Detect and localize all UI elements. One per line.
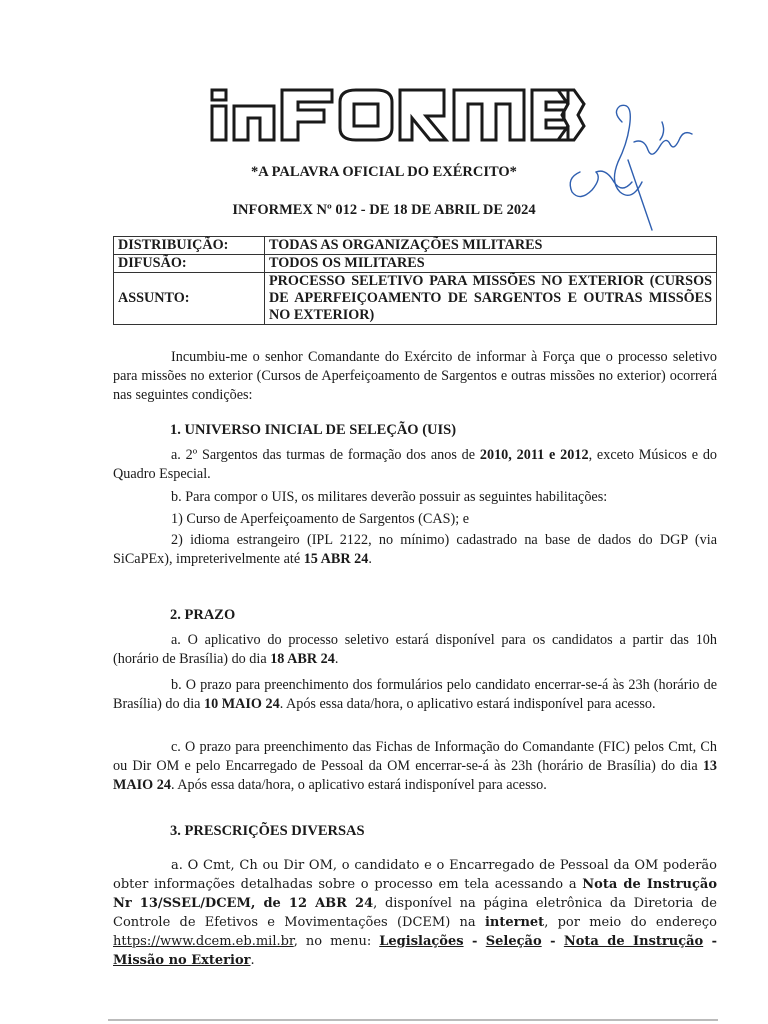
section2-item-c [113,738,717,795]
separator: - [463,934,486,949]
page-bottom-rule [108,1019,718,1021]
text: a. O aplicativo do processo seletivo estará disponível para os candidatos a partir das 10h (horário de Brasília) do dia [113,632,717,667]
text: . [368,551,372,567]
text: . [250,953,255,968]
section2-item-a [113,631,717,669]
date: 13 MAIO 24 [113,758,717,793]
menu-selecao-link[interactable]: Seleção [485,934,542,949]
distribution-label: DISTRIBUIÇÃO: [114,237,265,255]
intro-paragraph: Incumbiu-me o senhor Comandante do Exército de informar à Força que o processo seletivo para missões no exterior (Cursos de Aperfeiçoamento de Sargentos e outras missões no exterior) ocorrerá nas seguintes condições: [113,349,717,403]
menu-legislacoes-link[interactable]: Legislações [379,934,464,949]
table-row [114,237,717,255]
text: a. 2º Sargentos das turmas de formação dos anos de [171,447,480,463]
section1-item-b: b. Para compor o UIS, os militares deverão possuir as seguintes habilitações: [171,489,608,505]
subject-label: ASSUNTO: [114,273,265,325]
text: b. O prazo para preenchimento dos formulários pelo candidato encerrar-se-á às 23h (horário de Brasília) do dia [113,677,717,712]
diffusion-value: TODOS OS MILITARES [265,255,717,273]
dcem-link[interactable]: https://www.dcem.eb.mil.br [113,934,294,949]
years: 2010, 2011 e 2012 [479,447,589,463]
text: 2) idioma estrangeiro (IPL 2122, no mínimo) cadastrado na base de dados do DGP (via SiCaPEx), impreterivelmente até [113,532,717,567]
header-info-table [113,236,717,325]
section1-item-a [113,446,717,484]
instruction-note: Nota de Instrução Nr 13/SSEL/DCEM, de 12 ABR 24 [113,877,718,911]
section2-title: 2. PRAZO [170,607,236,623]
motto: *A PALAVRA OFICIAL DO EXÉRCITO* [251,164,517,180]
text: . [334,651,339,667]
text: a. O Cmt, Ch ou Dir OM, o candidato e o Encarregado de Pessoal da OM poderão obter informações detalhadas sobre o processo em tela acessando a [113,858,717,892]
date: 18 ABR 24 [270,651,335,667]
text: c. O prazo para preenchimento das Fichas de Informação do Comandante (FIC) pelos Cmt, Ch ou Dir OM e pelo Encarregado de Pessoal da OM encerrar-se-á às 23h (horário de Brasília) do dia [113,739,717,774]
table-row [114,273,717,325]
text: . Após essa data/hora, o aplicativo estará indisponível para acesso. [279,696,656,712]
section1-title: 1. UNIVERSO INICIAL DE SELEÇÃO (UIS) [170,422,457,438]
menu-missao-exterior-link[interactable]: Missão no Exterior [113,953,251,968]
text: , disponível na página eletrônica da Diretoria de Controle de Efetivos e Movimentações (DCEM) na [113,896,717,930]
separator: - [541,934,564,949]
menu-nota-instrucao-link[interactable]: Nota de Instrução [563,934,704,949]
text: , no menu: [293,934,380,949]
section3-item-a [113,856,717,970]
text: , exceto Músicos e do Quadro Especial. [113,447,718,482]
section1-item-b1: 1) Curso de Aperfeiçoamento de Sargentos (CAS); e [171,511,469,527]
date: 15 ABR 24 [303,551,369,567]
distribution-value: TODAS AS ORGANIZAÇÕES MILITARES [265,237,717,255]
text: , por meio do endereço [544,915,717,930]
internet-word: internet [484,915,545,930]
section3-title: 3. PRESCRIÇÕES DIVERSAS [170,823,365,839]
text: . Após essa data/hora, o aplicativo estará indisponível para acesso. [170,777,547,793]
separator: - [703,934,718,949]
section1-item-b2 [113,531,717,569]
issue-line: INFORMEX Nº 012 - DE 18 DE ABRIL DE 2024 [232,202,536,218]
table-row [114,255,717,273]
section2-item-b [113,676,717,714]
informex-logo [208,86,588,144]
date: 10 MAIO 24 [204,696,280,712]
subject-value: PROCESSO SELETIVO PARA MISSÕES NO EXTERIOR (CURSOS DE APERFEIÇOAMENTO DE SARGENTOS E OUTRAS MISSÕES NO EXTERIOR) [265,273,717,325]
diffusion-label: DIFUSÃO: [114,255,265,273]
